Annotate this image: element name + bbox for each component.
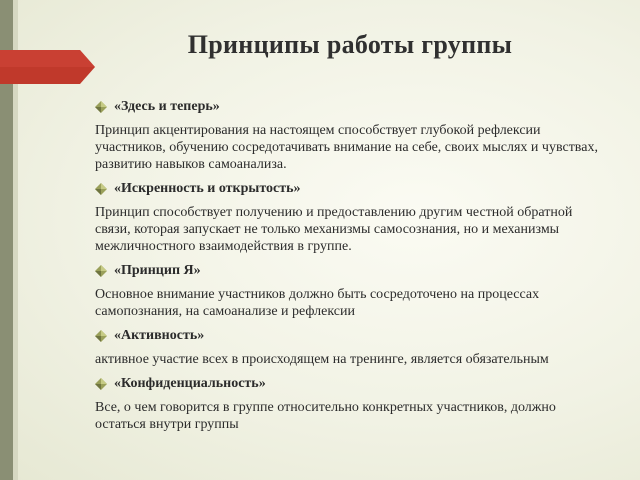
item-heading: «Здесь и теперь» — [114, 99, 220, 114]
list-item — [95, 98, 605, 173]
item-description: Принцип акцентирования на настоящем способствует глубокой рефлексии участников, обучению сосредотачивать внимание на себе, своих мыслях и чувствах, развитию навыков самоанализа. — [95, 123, 598, 172]
item-heading: «Принцип Я» — [114, 263, 201, 278]
diamond-bullet-icon — [95, 183, 107, 195]
red-accent-tab — [0, 50, 95, 84]
diamond-bullet-icon — [95, 330, 107, 342]
list-item — [95, 262, 605, 320]
list-item — [95, 327, 605, 368]
diamond-bullet-icon — [95, 101, 107, 113]
item-description: Основное внимание участников должно быть сосредоточено на процессах самопознания, на самоанализе и рефлексии — [95, 287, 540, 319]
item-heading: «Активность» — [114, 328, 205, 343]
slide-title: Принципы работы группы — [187, 30, 513, 59]
diamond-bullet-icon — [95, 378, 107, 390]
item-description: активное участие всех в происходящем на тренинге, является обязательным — [95, 352, 549, 367]
item-heading: «Искренность и открытость» — [114, 181, 301, 196]
item-description: Все, о чем говорится в группе относительно конкретных участников, должно остаться внутри группы — [95, 400, 556, 432]
list-item — [95, 180, 605, 255]
item-heading: «Конфиденциальность» — [114, 376, 266, 391]
item-description: Принцип способствует получению и предоставлению другим честной обратной связи, которая запускает не только механизмы самосознания, но и механизмы межличностного взаимодействия в группе. — [95, 205, 573, 254]
diamond-bullet-icon — [95, 265, 107, 277]
list-item — [95, 375, 605, 433]
principles-list — [95, 98, 605, 440]
